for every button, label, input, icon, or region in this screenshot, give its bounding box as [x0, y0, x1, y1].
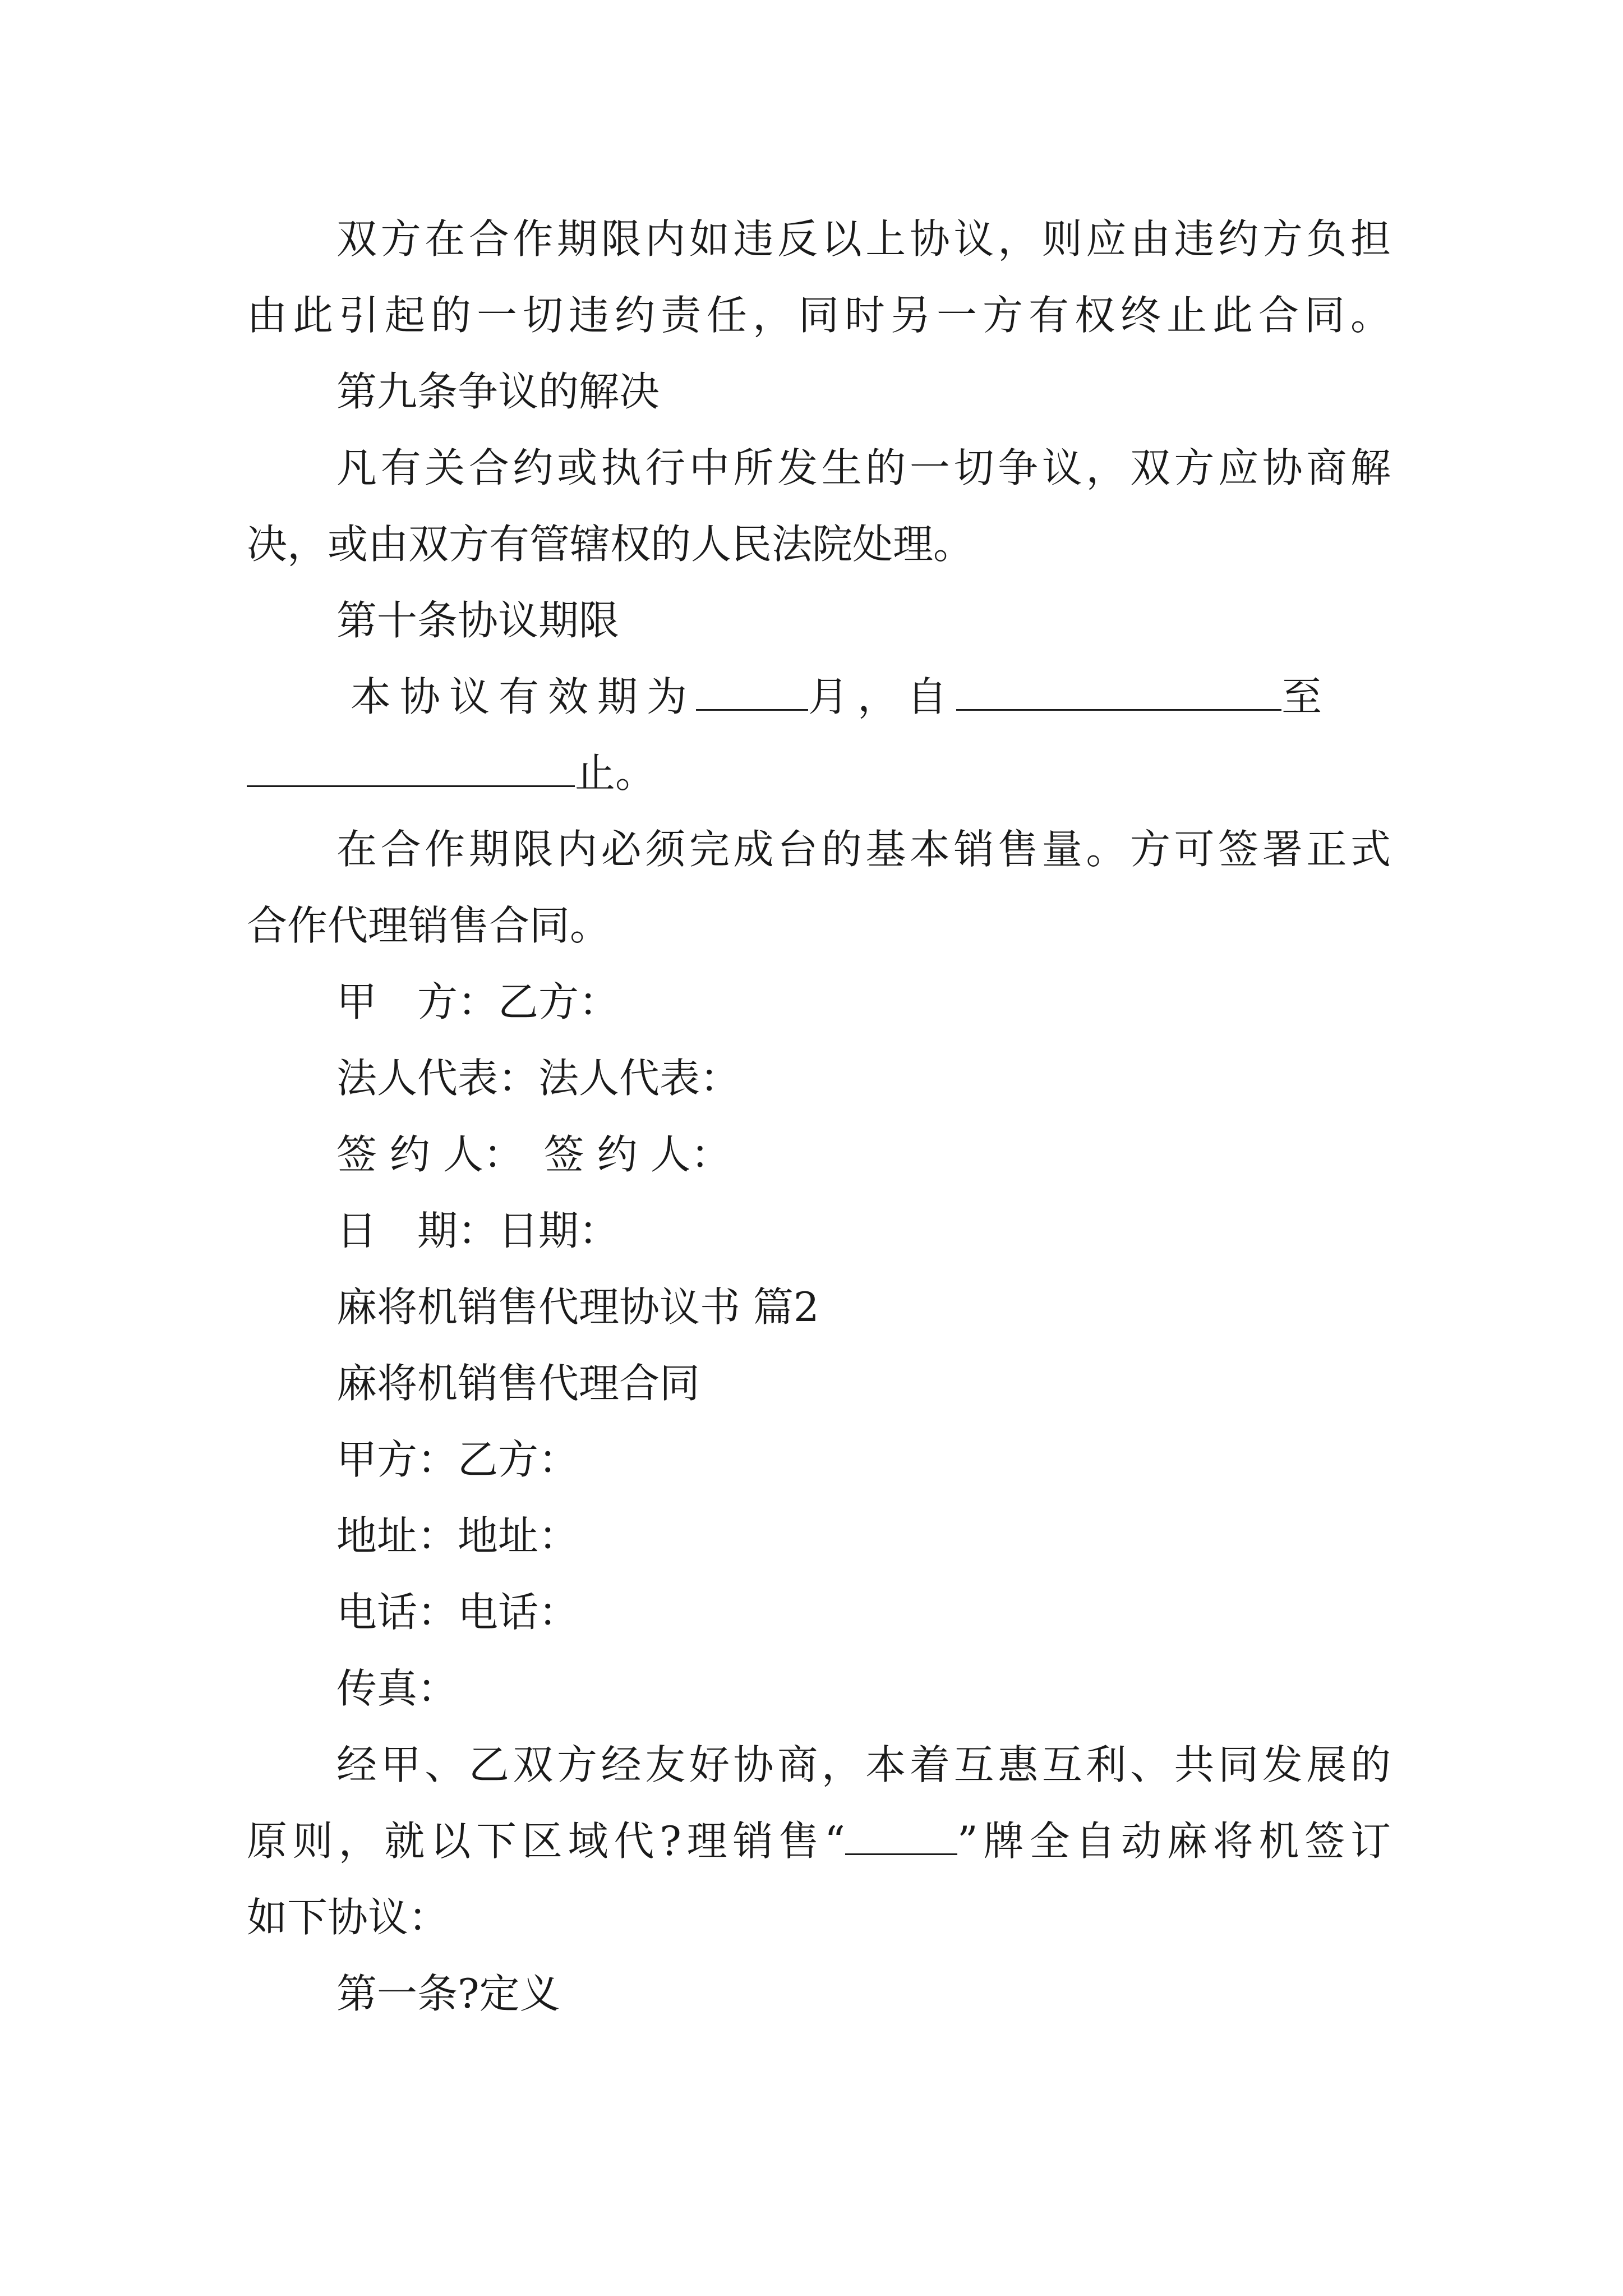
paragraph-line: 如下协议： — [247, 1894, 449, 1941]
paragraph-line: 决，或由双方有管辖权的人民法院处理。 — [247, 521, 974, 568]
contract-title: 麻将机销售代理合同 — [336, 1360, 700, 1407]
term-text-3: 至 — [1281, 673, 1331, 720]
paragraph-line: 合作代理销售合同。 — [247, 902, 611, 949]
paragraph-line: 双方在合作期限内如违反以上协议，则应由违约方负担 — [336, 215, 1391, 263]
document-title: 麻将机销售代理协议书 篇2 — [336, 1283, 819, 1331]
section-heading: 第九条争议的解决 — [336, 368, 660, 415]
agreement-term-line — [351, 663, 1391, 730]
term-text-1: 本协议有效期为 — [351, 673, 697, 720]
signatory-line: 签 约 人： 签 约 人： — [336, 1131, 731, 1178]
agreement-term-line-end — [247, 739, 1391, 807]
paragraph-line: 经甲、乙双方经友好协商，本着互惠互利、共同发展的 — [336, 1741, 1391, 1788]
principle-text-1: 原则，就以下区域代?理销售“ — [247, 1818, 845, 1865]
months-blank — [696, 664, 808, 711]
address-line: 地址：地址： — [336, 1512, 579, 1559]
phone-line: 电话：电话： — [336, 1589, 579, 1636]
party-line: 甲方：乙方： — [336, 1436, 579, 1483]
section-heading: 第一条?定义 — [336, 1970, 560, 2017]
principle-text-2: ”牌全自动麻将机签订 — [957, 1818, 1391, 1865]
end-date-blank — [247, 740, 575, 787]
section-heading: 第十条协议期限 — [336, 597, 620, 644]
brand-blank — [845, 1809, 957, 1855]
start-date-blank — [956, 664, 1281, 711]
paragraph-line: 凡有关合约或执行中所发生的一切争议，双方应协商解 — [336, 444, 1391, 491]
term-text-2: 月，自 — [808, 673, 957, 720]
fax-line: 传真： — [336, 1665, 458, 1712]
paragraph-line: 在合作期限内必须完成台的基本销售量。方可签署正式 — [336, 826, 1391, 873]
paragraph-line — [247, 1807, 1391, 1875]
date-line: 日 期：日期： — [336, 1207, 620, 1254]
term-text-4: 止。 — [575, 749, 656, 797]
paragraph-line: 由此引起的一切违约责任，同时另一方有权终止此合同。 — [247, 292, 1391, 339]
party-line: 甲 方：乙方： — [336, 978, 620, 1025]
legal-rep-line: 法人代表：法人代表： — [336, 1055, 741, 1102]
